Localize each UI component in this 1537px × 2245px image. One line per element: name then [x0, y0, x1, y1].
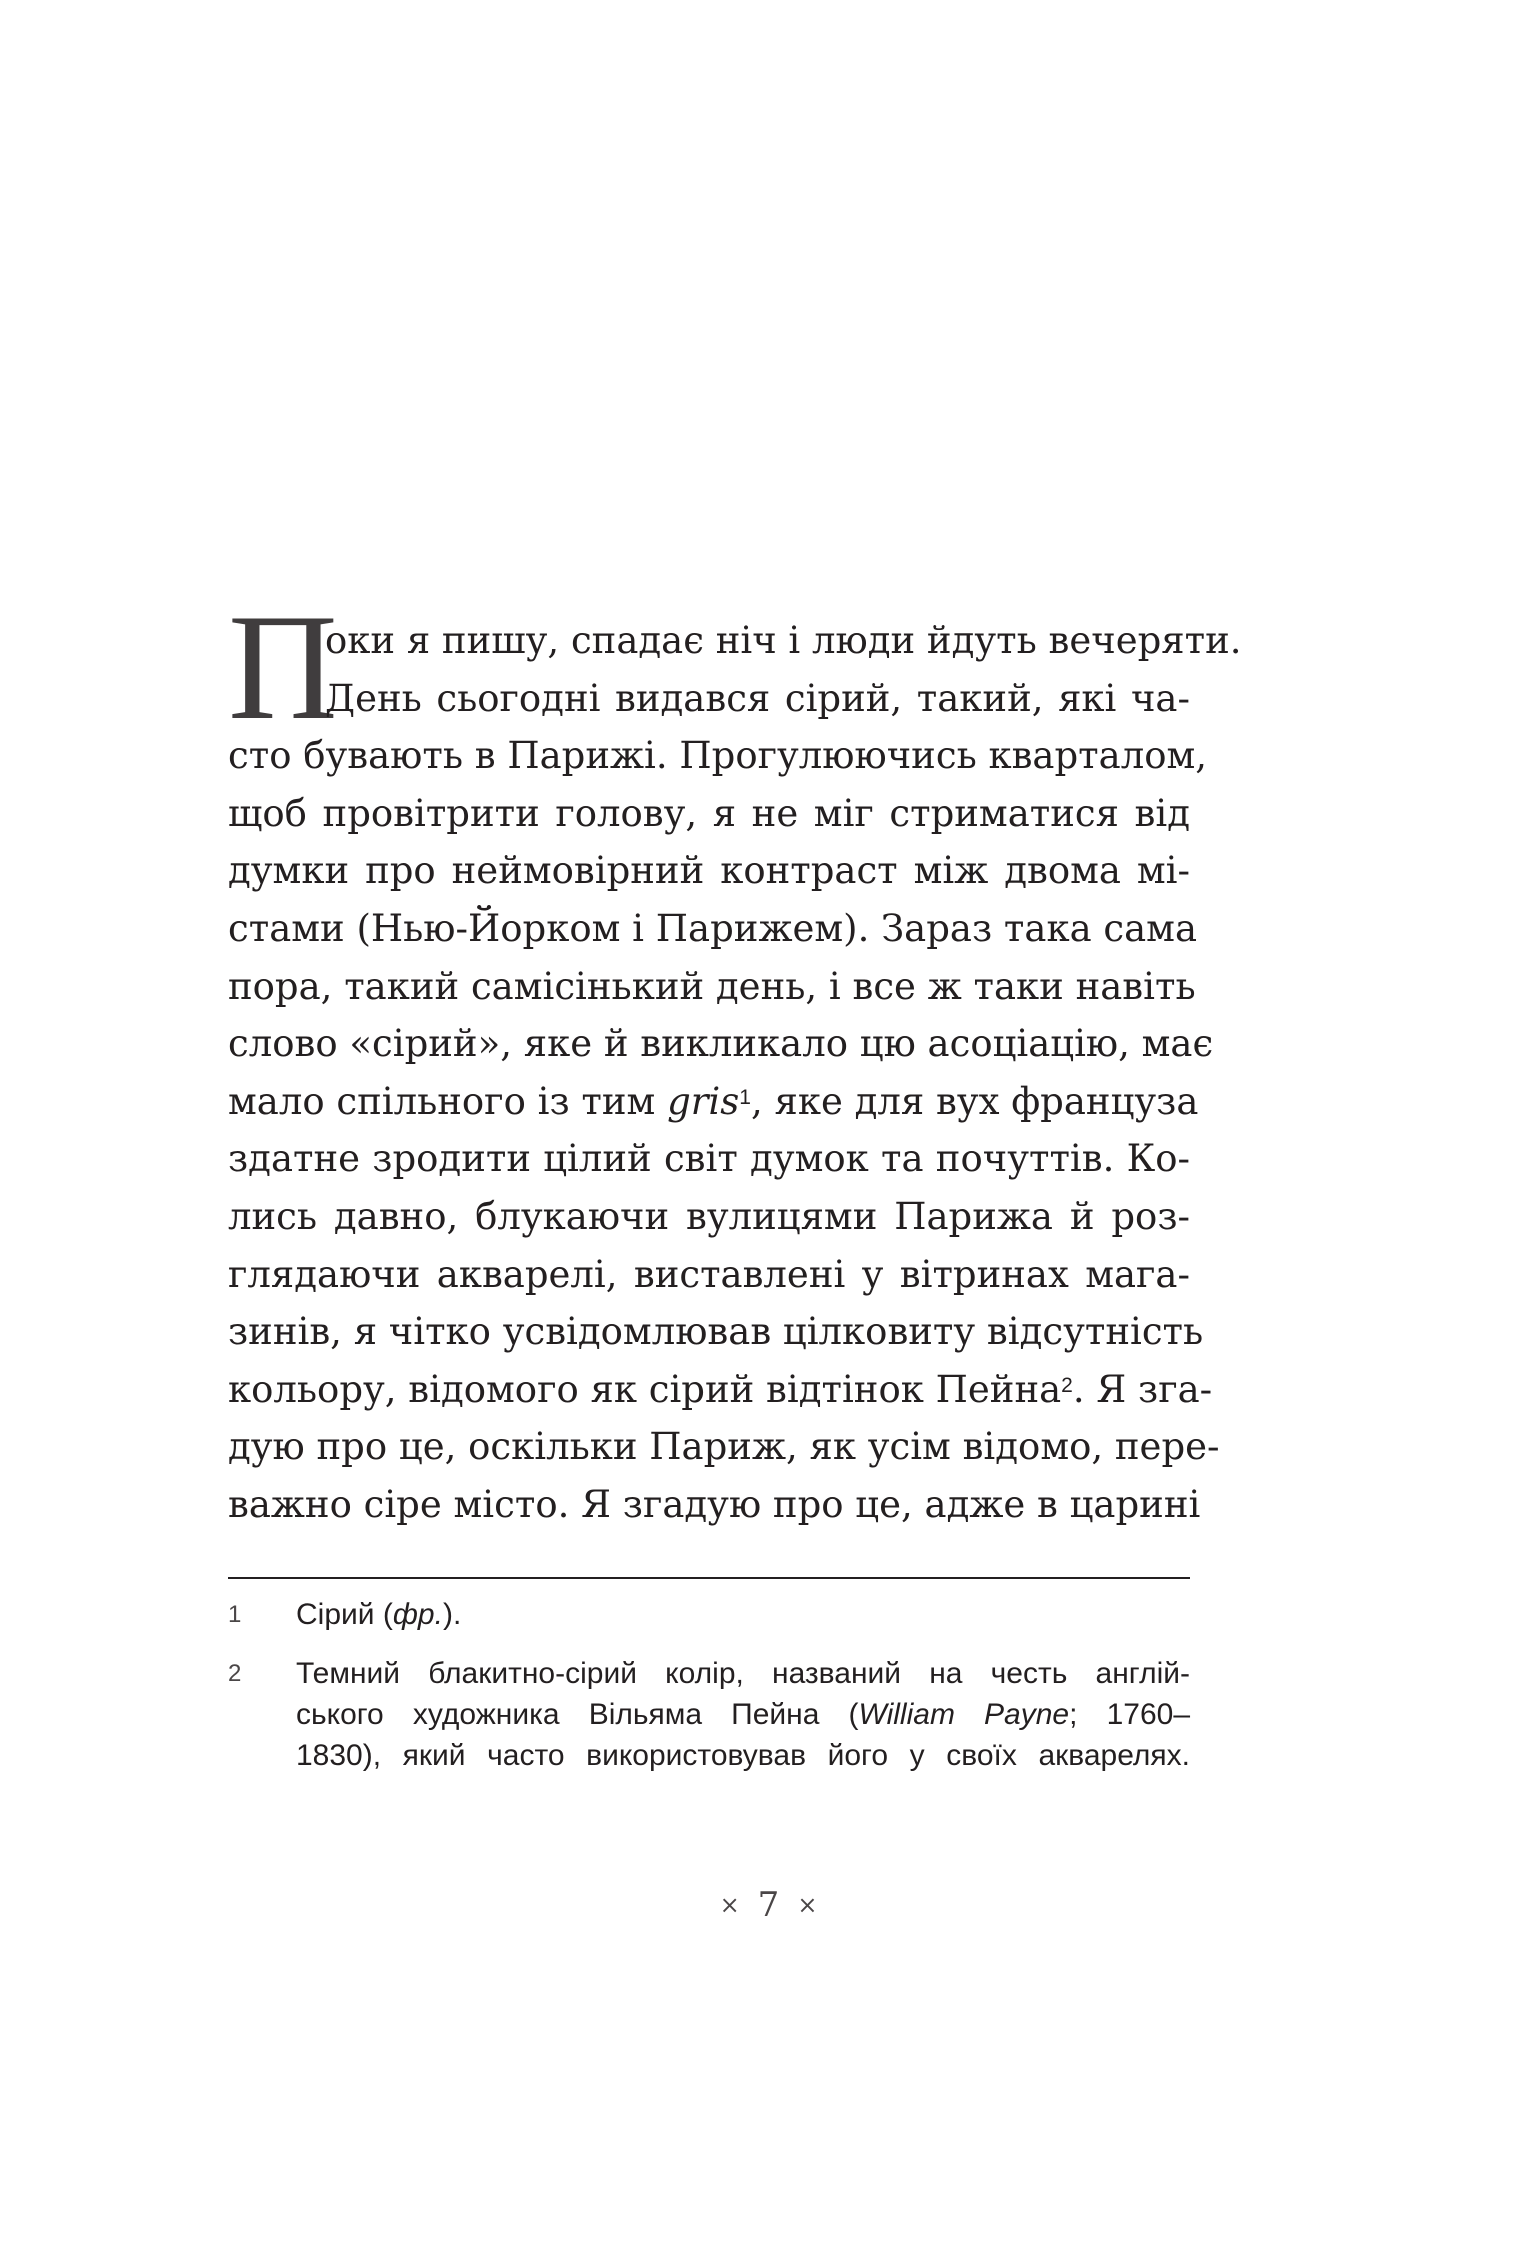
body-line: лись давно, блукаючи вулицями Парижа й роз-: [228, 1194, 1190, 1238]
body-text-segment: кольору, відомого як сірий відтінок Пейна: [228, 1367, 1062, 1411]
body-line: здатне зродити цілий світ думок та почуттів. Ко-: [228, 1137, 1190, 1181]
ornament-right: ×: [797, 1891, 818, 1919]
body-text-segment: мало спільного із тим: [228, 1079, 668, 1123]
footnotes-section: [228, 1594, 1190, 1794]
footnote-line: [296, 1594, 1190, 1635]
body-line: День сьогодні видався сірий, такий, які ча-: [325, 676, 1190, 720]
footnote-italic-term: William Payne: [858, 1698, 1070, 1731]
body-line: оки я пишу, спадає ніч і люди йдуть вечеряти.: [325, 619, 1242, 662]
ornament-left: ×: [719, 1891, 740, 1919]
footnote-separator-rule: [228, 1577, 1190, 1579]
body-text-segment: . Я зга-: [1072, 1367, 1213, 1411]
body-line: важно сіре місто. Я згадую про це, адже в царині: [228, 1482, 1201, 1526]
footnote-2: [228, 1653, 1190, 1776]
footnote-line: Темний блакитно-сірий колір, названий на честь англій-: [296, 1657, 1190, 1690]
body-line: зинів, я чітко усвідомлював цілковиту відсутність: [228, 1310, 1204, 1354]
body-line: думки про неймовірний контраст між двома мі-: [228, 849, 1190, 893]
body-line: щоб провітрити голову, я не міг стриматися від: [228, 791, 1190, 835]
body-line: [228, 1361, 1213, 1419]
footnote-number: 2: [228, 1660, 242, 1687]
footnote-reference-1[interactable]: 1: [739, 1085, 751, 1109]
footnote-italic-term: фр.: [392, 1598, 443, 1631]
footnote-1: [228, 1594, 1190, 1635]
footnote-text-segment: Сірий (: [296, 1598, 393, 1631]
page-number: 7: [757, 1885, 780, 1925]
body-line: дую про це, оскільки Париж, як усім відомо, пере-: [228, 1425, 1220, 1469]
body-paragraph: [228, 612, 1242, 1534]
footnote-number: 1: [228, 1601, 242, 1628]
footnote-line: 1830), який часто використовував його у своїх акварелях.: [296, 1739, 1190, 1772]
body-line: слово «сірий», яке й викликало цю асоціацію, має: [228, 1022, 1214, 1066]
footnote-text-segment: ).: [442, 1598, 462, 1631]
body-line: [228, 1073, 1199, 1131]
footnote-text-segment: ського художника Вільяма Пейна (: [296, 1698, 859, 1731]
footnote-text-segment: ; 1760–: [1069, 1698, 1190, 1731]
body-line: пора, такий самісінький день, і все ж таки навіть: [228, 964, 1196, 1008]
page-folio: [0, 1885, 1537, 1925]
italic-term: gris: [667, 1079, 740, 1123]
body-line: глядаючи акварелі, виставлені у вітринах мага-: [228, 1252, 1190, 1296]
body-text-segment: , яке для вух француза: [750, 1079, 1199, 1123]
body-line: сто бувають в Парижі. Прогулюючись кварталом,: [228, 734, 1208, 778]
footnote-reference-2[interactable]: 2: [1061, 1373, 1073, 1397]
drop-cap-letter: П: [228, 583, 338, 751]
footnote-line: [296, 1694, 1190, 1735]
body-line: стами (Нью-Йорком і Парижем). Зараз така сама: [228, 906, 1198, 950]
